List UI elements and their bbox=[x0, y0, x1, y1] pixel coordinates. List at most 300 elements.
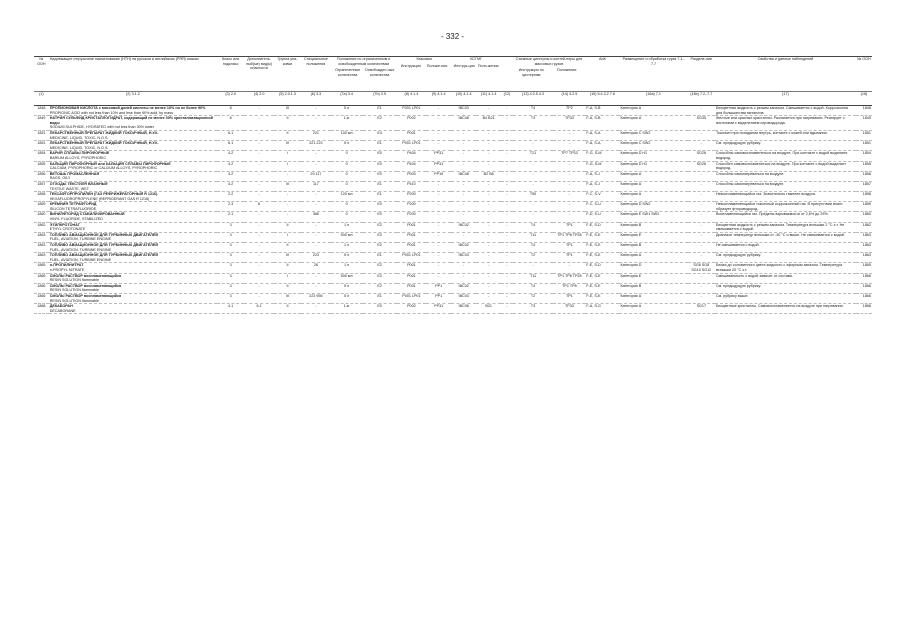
properties-cell: Невоспламеняющийся газ. Значительно тяжелее воздуха. bbox=[715, 192, 856, 202]
stowage-cell: Категория A bbox=[619, 181, 687, 191]
stowage-cell: Категория D H1 bbox=[619, 161, 687, 171]
special-provisions-cell: 117 bbox=[301, 181, 331, 191]
col12-cell: - bbox=[501, 116, 512, 131]
tank-instruction-cell: T2 bbox=[513, 253, 554, 263]
col-number: (2) 3.1.2 bbox=[49, 92, 217, 106]
class-cell: 6.1 bbox=[217, 141, 244, 151]
ibc-provision-cell: B2 B6 bbox=[476, 171, 501, 181]
ems-cell: F-E, S-E bbox=[585, 273, 619, 283]
un-number-right-cell: 1863 bbox=[856, 253, 872, 263]
col-number: (9) 4.1.4 bbox=[426, 92, 451, 106]
segregation-cell: SG17 bbox=[688, 304, 715, 314]
excepted-quantity-cell: E0 bbox=[363, 171, 397, 181]
un-number-right-cell: 1849 bbox=[856, 116, 872, 131]
packing-provision-cell: - bbox=[426, 243, 451, 253]
un-number-cell: 1851 bbox=[34, 141, 49, 151]
tank-instruction-cell: T4 bbox=[513, 106, 554, 116]
class-cell: 2.3 bbox=[217, 202, 244, 212]
stowage-cell: Категория C SW2 bbox=[619, 130, 687, 140]
excepted-quantity-cell: E0 bbox=[363, 202, 397, 212]
name-russian: ТОПЛИВО АВИАЦИОННОЕ ДЛЯ ТУРБИННЫХ ДВИГАТЕЛЕЙ bbox=[49, 243, 158, 248]
tank-provision-cell: - bbox=[553, 212, 585, 222]
packing-provision-cell: PP19 bbox=[426, 171, 451, 181]
properties-cell: Способны самонагреваться на воздухе. bbox=[715, 171, 856, 181]
un-number-right-cell: 1866 bbox=[856, 273, 872, 283]
packing-instruction-cell: P001 bbox=[397, 130, 427, 140]
tank-provision-cell: TP7 TP33 bbox=[553, 151, 585, 161]
ems-cell: F-C, S-V bbox=[585, 192, 619, 202]
name-russian: ВЕТОШЬ ПРОМАСЛЕННАЯ bbox=[49, 171, 100, 176]
name-cell bbox=[49, 192, 217, 202]
special-provisions-cell: 221 bbox=[301, 130, 331, 140]
un-number-cell: 1860 bbox=[34, 212, 49, 222]
excepted-quantity-cell: E2 bbox=[363, 116, 397, 131]
limited-quantity-cell: 0 bbox=[331, 151, 363, 161]
excepted-quantity-cell: E2 bbox=[363, 283, 397, 293]
limited-quantity-cell: 0 bbox=[331, 161, 363, 171]
un-number-right-cell: 1868 bbox=[856, 304, 872, 314]
ibc-provision-cell: - bbox=[476, 222, 501, 232]
ems-cell: F-A, S-J bbox=[585, 171, 619, 181]
un-number-cell: 1863 bbox=[34, 243, 49, 253]
class-cell: 6.1 bbox=[217, 130, 244, 140]
subsidiary-risk-cell: - bbox=[244, 293, 274, 303]
col12-cell: - bbox=[501, 161, 512, 171]
class-cell: 3 bbox=[217, 293, 244, 303]
un-number-right-cell: 1855 bbox=[856, 161, 872, 171]
limited-quantity-cell: 5 л bbox=[331, 253, 363, 263]
col-number: (7b) 3.5 bbox=[363, 92, 397, 106]
tank-instruction-cell: T4 bbox=[513, 283, 554, 293]
tank-instruction-cell: - bbox=[513, 181, 554, 191]
tank-instruction-cell: - bbox=[513, 212, 554, 222]
table-row bbox=[34, 161, 872, 171]
ibc-provision-cell: - bbox=[476, 273, 501, 283]
packing-provision-cell: PP1 bbox=[426, 293, 451, 303]
name-russian: ДЕКАБОРАН bbox=[49, 304, 73, 309]
name-english: DECABORANE bbox=[49, 308, 76, 313]
tank-provision-cell: TP1 TP8 TP28 bbox=[553, 273, 585, 283]
col-number: (3) 2.0 bbox=[217, 92, 244, 106]
tank-provision-cell: TP1 bbox=[553, 293, 585, 303]
name-cell bbox=[49, 171, 217, 181]
column-number-row bbox=[34, 92, 872, 106]
name-english: RESIN SOLUTION flammable bbox=[49, 288, 99, 293]
un-number-right-cell: 1851 bbox=[856, 130, 872, 140]
name-cell bbox=[49, 106, 217, 116]
ems-cell: F-G, S-M bbox=[585, 161, 619, 171]
packing-instruction-cell: P200 bbox=[397, 192, 427, 202]
packing-instruction-cell: P002 bbox=[397, 304, 427, 314]
table-row bbox=[34, 202, 872, 212]
subsidiary-risk-cell: - bbox=[244, 141, 274, 151]
table-row bbox=[34, 171, 872, 181]
name-english: FUEL, AVIATION, TURBINE ENGINE bbox=[49, 247, 112, 252]
col-header: АиК bbox=[585, 57, 619, 92]
packing-group-cell: III bbox=[274, 181, 301, 191]
ibc-instruction-cell: - bbox=[451, 192, 476, 202]
col-header: Освобожден-ные количества bbox=[364, 68, 395, 77]
ems-cell: F-A, S-A bbox=[585, 141, 619, 151]
stowage-cell: Категория E bbox=[619, 232, 687, 242]
un-number-cell: 1855 bbox=[34, 161, 49, 171]
name-russian: ГЕКСАФТОРПРОПИЛЕН (ГАЗ РЕФРИЖЕРАТОРНЫЙ R 1216) bbox=[49, 192, 158, 197]
excepted-quantity-cell: E1 bbox=[363, 181, 397, 191]
col12-cell: - bbox=[501, 192, 512, 202]
packing-provision-cell: - bbox=[426, 130, 451, 140]
ibc-instruction-cell: IBC08 bbox=[451, 171, 476, 181]
packing-provision-cell: - bbox=[426, 273, 451, 283]
col-header: Ограниченные количества bbox=[335, 68, 361, 77]
segregation-cell: - bbox=[688, 106, 715, 116]
tank-instruction-cell: T3 bbox=[513, 304, 554, 314]
un-number-right-cell: 1866 bbox=[856, 283, 872, 293]
class-cell: 3 bbox=[217, 253, 244, 263]
ibc-provision-cell: - bbox=[476, 232, 501, 242]
subsidiary-risk-cell: - bbox=[244, 192, 274, 202]
ems-cell: F-C, S-U bbox=[585, 202, 619, 212]
name-cell bbox=[49, 304, 217, 314]
subsidiary-risk-cell: - bbox=[244, 151, 274, 161]
subsidiary-risk-cell: - bbox=[244, 171, 274, 181]
class-cell: 4.2 bbox=[217, 181, 244, 191]
col-number: (8) 4.1.4 bbox=[397, 92, 427, 106]
name-russian: ОТХОДЫ ТЕКСТИЛЯ ВЛАЖНЫЕ bbox=[49, 181, 108, 186]
subsidiary-risk-cell: - bbox=[244, 116, 274, 131]
tank-provision-cell: - bbox=[553, 171, 585, 181]
tank-provision-cell: TP1 TP8 bbox=[553, 283, 585, 293]
name-cell bbox=[49, 116, 217, 131]
ibc-provision-cell: B4 B21 bbox=[476, 116, 501, 131]
excepted-quantity-cell: E2 bbox=[363, 263, 397, 273]
tank-provision-cell: TP33 bbox=[553, 116, 585, 131]
properties-cell: Желтые или красные кристаллы. Разлагается при нагревании. Реагирует с кислотами с выделением сероводорода. bbox=[715, 116, 856, 131]
tank-instruction-cell: T2 bbox=[513, 293, 554, 303]
segregation-cell: - bbox=[688, 212, 715, 222]
table-row bbox=[34, 283, 872, 293]
packing-header bbox=[397, 57, 452, 92]
packing-group-cell: I bbox=[274, 273, 301, 283]
un-number-right-cell: 1862 bbox=[856, 222, 872, 232]
ibc-instruction-cell: - bbox=[451, 181, 476, 191]
packing-group-cell: II bbox=[274, 304, 301, 314]
tank-provision-cell: TP1 bbox=[553, 243, 585, 253]
special-provisions-cell: - bbox=[301, 151, 331, 161]
col12-cell: - bbox=[501, 263, 512, 273]
class-cell: 4.2 bbox=[217, 151, 244, 161]
col12-cell: - bbox=[501, 304, 512, 314]
stowage-cell: Категория B bbox=[619, 222, 687, 232]
un-number-right-cell: 1860 bbox=[856, 212, 872, 222]
packing-instruction-cell: P001 bbox=[397, 283, 427, 293]
ems-cell: F-E, S-E bbox=[585, 243, 619, 253]
col-number: (11) 4.1.4 bbox=[476, 92, 501, 106]
packing-group-cell: II bbox=[274, 116, 301, 131]
tank-provision-cell: - bbox=[553, 202, 585, 212]
limited-quantity-cell: 1 л bbox=[331, 263, 363, 273]
col12-cell: - bbox=[501, 283, 512, 293]
subsidiary-risk-cell: - bbox=[244, 273, 274, 283]
name-russian: НАТРИЯ СУЛЬФИД КРИСТАЛЛОГИДРАТ, содержащий не менее 30% кристаллизационной воды bbox=[49, 116, 213, 125]
limited-quantity-cell: 5 л bbox=[331, 283, 363, 293]
name-cell bbox=[49, 151, 217, 161]
table-row bbox=[34, 181, 872, 191]
col12-cell: - bbox=[501, 151, 512, 161]
ibc-provision-cell: - bbox=[476, 192, 501, 202]
name-english: MEDICINE, LIQUID, TOXIC, N.O.S. bbox=[49, 135, 109, 140]
packing-group-cell: - bbox=[274, 202, 301, 212]
col-header: Поло-жения bbox=[477, 63, 499, 68]
group-header: Упаковка bbox=[416, 57, 432, 61]
un-number-cell: 1859 bbox=[34, 202, 49, 212]
name-english: MEDICINE, LIQUID, TOXIC, N.O.S. bbox=[49, 145, 109, 150]
properties-cell: Бесцветная жидкость с резким запахом. Температура вспышки 2 °C з.т. Не смешивается с водой. bbox=[715, 222, 856, 232]
ems-cell: F-A, S-A bbox=[585, 130, 619, 140]
un-number-cell: 1863 bbox=[34, 253, 49, 263]
segregation-cell: - bbox=[688, 130, 715, 140]
packing-group-cell: - bbox=[274, 192, 301, 202]
col12-cell: - bbox=[501, 171, 512, 181]
tank-provision-cell: - bbox=[553, 130, 585, 140]
excepted-quantity-cell: E3 bbox=[363, 273, 397, 283]
packing-provision-cell: - bbox=[426, 116, 451, 131]
stowage-cell: Категория E bbox=[619, 273, 687, 283]
tank-provision-cell: - bbox=[553, 263, 585, 273]
table-row bbox=[34, 106, 872, 116]
tank-provision-cell: TP1 bbox=[553, 253, 585, 263]
special-provisions-cell: - bbox=[301, 232, 331, 242]
col12-cell: - bbox=[501, 232, 512, 242]
tank-provision-cell: TP33 bbox=[553, 304, 585, 314]
tank-instruction-cell: - bbox=[513, 130, 554, 140]
col-number: (16a) 7.1 bbox=[619, 92, 687, 106]
limited-quantity-cell: 500 мл bbox=[331, 273, 363, 283]
special-provisions-cell: 29 117 bbox=[301, 171, 331, 181]
class-cell: 3 bbox=[217, 243, 244, 253]
stowage-cell: Категория A bbox=[619, 116, 687, 131]
class-cell: 3 bbox=[217, 222, 244, 232]
ibc-provision-cell: - bbox=[476, 130, 501, 140]
ems-cell: F-E, S-E bbox=[585, 253, 619, 263]
name-cell bbox=[49, 273, 217, 283]
col-header: № ООН bbox=[34, 57, 49, 92]
limited-quantity-cell: 1 л bbox=[331, 243, 363, 253]
packing-group-cell: II bbox=[274, 243, 301, 253]
packing-group-cell: I bbox=[274, 161, 301, 171]
packing-provision-cell: PP31 bbox=[426, 304, 451, 314]
name-cell bbox=[49, 212, 217, 222]
col-header: Положения bbox=[556, 68, 577, 73]
packing-instruction-cell: P001 LP01 bbox=[397, 293, 427, 303]
un-number-right-cell: 1863 bbox=[856, 243, 872, 253]
special-provisions-cell: - bbox=[301, 304, 331, 314]
segregation-cell: SG6 SG8 SG10 SG12 bbox=[688, 263, 715, 273]
ibc-instruction-cell: - bbox=[451, 273, 476, 283]
packing-provision-cell: PP1 bbox=[426, 283, 451, 293]
ibc-instruction-cell: IBC03 bbox=[451, 293, 476, 303]
packing-instruction-cell: P200 bbox=[397, 212, 427, 222]
ibc-instruction-cell: IBC03 bbox=[451, 253, 476, 263]
ibc-instruction-cell: IBC08 bbox=[451, 116, 476, 131]
packing-provision-cell: - bbox=[426, 141, 451, 151]
properties-cell: Смешиваемость с водой зависит от состава. bbox=[715, 273, 856, 283]
name-russian: ЭТИЛКРОТОНАТ bbox=[49, 222, 80, 227]
tank-instruction-cell: T11 bbox=[513, 273, 554, 283]
stowage-cell: Категория D bbox=[619, 263, 687, 273]
name-russian: ЛЕКАРСТВЕННЫЙ ПРЕПАРАТ ЖИДКИЙ ТОКСИЧНЫЙ, Н.У.К. bbox=[49, 130, 159, 135]
col12-cell: - bbox=[501, 130, 512, 140]
col-number: (5) 2.0.1.3 bbox=[274, 92, 301, 106]
table-row bbox=[34, 192, 872, 202]
name-cell bbox=[49, 141, 217, 151]
packing-provision-cell: - bbox=[426, 253, 451, 263]
subsidiary-risk-cell: - bbox=[244, 232, 274, 242]
class-cell: 2.2 bbox=[217, 192, 244, 202]
stowage-cell: Категория D H1 bbox=[619, 151, 687, 161]
packing-group-cell: I bbox=[274, 151, 301, 161]
segregation-cell: - bbox=[688, 283, 715, 293]
col-number: (10) 4.1.4 bbox=[451, 92, 476, 106]
special-provisions-cell: - bbox=[301, 192, 331, 202]
packing-provision-cell: PP31 bbox=[426, 151, 451, 161]
name-russian: ТОПЛИВО АВИАЦИОННОЕ ДЛЯ ТУРБИННЫХ ДВИГАТЕЛЕЙ bbox=[49, 253, 158, 258]
name-cell bbox=[49, 243, 217, 253]
ibc-instruction-cell: IBC02 bbox=[451, 243, 476, 253]
name-cell bbox=[49, 161, 217, 171]
table-row bbox=[34, 243, 872, 253]
name-english: TEXTILE WASTE, WET bbox=[49, 186, 89, 191]
ibc-instruction-cell: IBC02 bbox=[451, 283, 476, 293]
tank-instruction-cell: T4 bbox=[513, 243, 554, 253]
table-body bbox=[34, 106, 872, 314]
subsidiary-risk-cell: - bbox=[244, 263, 274, 273]
name-english: ETHYL CROTONATE bbox=[49, 227, 86, 232]
name-english: n-PROPYL NITRATE bbox=[49, 268, 85, 272]
name-russian: СМОЛЫ РАСТВОР воспламеняющийся bbox=[49, 283, 122, 288]
tank-instruction-cell: - bbox=[513, 263, 554, 273]
name-cell bbox=[49, 181, 217, 191]
table-row bbox=[34, 273, 872, 283]
ems-cell: F-G, S-M bbox=[585, 151, 619, 161]
special-provisions-cell: 386 bbox=[301, 212, 331, 222]
un-number-right-cell: 1854 bbox=[856, 151, 872, 161]
stowage-cell: Категория A bbox=[619, 253, 687, 263]
table-row bbox=[34, 116, 872, 131]
packing-provision-cell: PP31 bbox=[426, 161, 451, 171]
segregation-cell: - bbox=[688, 273, 715, 283]
header-row bbox=[34, 57, 872, 92]
packing-provision-cell: - bbox=[426, 181, 451, 191]
tank-instruction-cell: T50 bbox=[513, 192, 554, 202]
subsidiary-risk-cell: - bbox=[244, 283, 274, 293]
tank-instruction-cell: T21 bbox=[513, 151, 554, 161]
packing-group-cell: I bbox=[274, 232, 301, 242]
ibc-instruction-cell: IBC03 bbox=[451, 106, 476, 116]
table-row bbox=[34, 212, 872, 222]
segregation-cell: - bbox=[688, 141, 715, 151]
col-number: (12) bbox=[501, 92, 512, 106]
name-russian: СМОЛЫ РАСТВОР воспламеняющийся bbox=[49, 293, 122, 298]
properties-cell: См. рубрику выше. bbox=[715, 293, 856, 303]
stowage-cell: Категория E SW1 SW2 bbox=[619, 212, 687, 222]
special-provisions-cell: 26 bbox=[301, 263, 331, 273]
col-header: Инструк-ции bbox=[453, 63, 475, 68]
ems-cell: F-D, S-U bbox=[585, 212, 619, 222]
col12-cell: - bbox=[501, 243, 512, 253]
name-english: SILICON TETRAFLUORIDE bbox=[49, 206, 97, 211]
packing-instruction-cell: P001 bbox=[397, 232, 427, 242]
un-number-cell: 1858 bbox=[34, 192, 49, 202]
segregation-cell: - bbox=[688, 192, 715, 202]
properties-cell: Воспламеняющийся газ. Пределы взрываемости от 2,6% до 29%. bbox=[715, 212, 856, 222]
properties-cell: См. предыдущую рубрику. bbox=[715, 253, 856, 263]
col-header: Инструкции по цистернам bbox=[518, 68, 544, 77]
class-cell: 8 bbox=[217, 106, 244, 116]
subsidiary-risk-cell: 8 bbox=[244, 202, 274, 212]
limited-quantity-cell: 5 л bbox=[331, 293, 363, 303]
ems-cell: F-A, S-G bbox=[585, 304, 619, 314]
ibc-instruction-cell: - bbox=[451, 130, 476, 140]
col-number: (6) 3.3 bbox=[301, 92, 331, 106]
properties-cell: Бесцветная жидкость с резким запахом. Смешивается с водой. Коррозионна для большинства металлов. bbox=[715, 106, 856, 116]
ibc-provision-cell: - bbox=[476, 293, 501, 303]
subsidiary-risk-cell: - bbox=[244, 243, 274, 253]
col12-cell: - bbox=[501, 202, 512, 212]
col-number: (18) bbox=[856, 92, 872, 106]
stowage-cell: Категория A bbox=[619, 293, 687, 303]
packing-group-cell: - bbox=[274, 171, 301, 181]
un-number-cell: 1854 bbox=[34, 151, 49, 161]
packing-group-cell: II bbox=[274, 263, 301, 273]
col-number: (1) bbox=[34, 92, 49, 106]
un-number-cell: 1868 bbox=[34, 304, 49, 314]
limited-quantity-cell: 5 л bbox=[331, 106, 363, 116]
col-number: (14) 4.2.5 bbox=[553, 92, 585, 106]
name-russian: ВИНИЛФТОРИД СТАБИЛИЗИРОВАННЫЙ bbox=[49, 212, 125, 217]
ibc-provision-cell: - bbox=[476, 263, 501, 273]
packing-provision-cell: - bbox=[426, 222, 451, 232]
ems-cell: F-E, S-D bbox=[585, 222, 619, 232]
ibc-provision-cell: - bbox=[476, 283, 501, 293]
packing-instruction-cell: P410 bbox=[397, 181, 427, 191]
subsidiary-risk-cell: - bbox=[244, 161, 274, 171]
un-number-cell: 1857 bbox=[34, 181, 49, 191]
ibc-provision-cell: - bbox=[476, 243, 501, 253]
tank-provision-cell: - bbox=[553, 161, 585, 171]
packing-instruction-cell: P404 bbox=[397, 151, 427, 161]
ems-cell: F-A, S-B bbox=[585, 116, 619, 131]
limited-quantity-cell: 0 bbox=[331, 171, 363, 181]
limited-quantity-cell: 1 кг bbox=[331, 116, 363, 131]
packing-group-cell: III bbox=[274, 253, 301, 263]
stowage-cell: Категория A bbox=[619, 192, 687, 202]
col-header: Положе-ния bbox=[426, 63, 448, 68]
subsidiary-risk-cell: - bbox=[244, 181, 274, 191]
packing-group-cell: II bbox=[274, 130, 301, 140]
ibc-header bbox=[451, 57, 501, 92]
ibc-instruction-cell: - bbox=[451, 141, 476, 151]
segregation-cell: - bbox=[688, 253, 715, 263]
name-english: PROPIONIC ACID with not less than 10% and less than 90% acid, by mass bbox=[49, 110, 173, 115]
tank-provision-cell: TP1 bbox=[553, 222, 585, 232]
col-header: № ООН bbox=[856, 57, 872, 92]
name-russian: ПРОПИОНОВАЯ КИСЛОТА с массовой долей кислоты не менее 10% но не более 90% bbox=[49, 106, 206, 110]
packing-group-cell: III bbox=[274, 106, 301, 116]
name-russian: ЛЕКАРСТВЕННЫЙ ПРЕПАРАТ ЖИДКИЙ ТОКСИЧНЫЙ, Н.У.К. bbox=[49, 141, 159, 146]
name-cell bbox=[49, 130, 217, 140]
special-provisions-cell: 223 bbox=[301, 253, 331, 263]
col12-cell: - bbox=[501, 222, 512, 232]
